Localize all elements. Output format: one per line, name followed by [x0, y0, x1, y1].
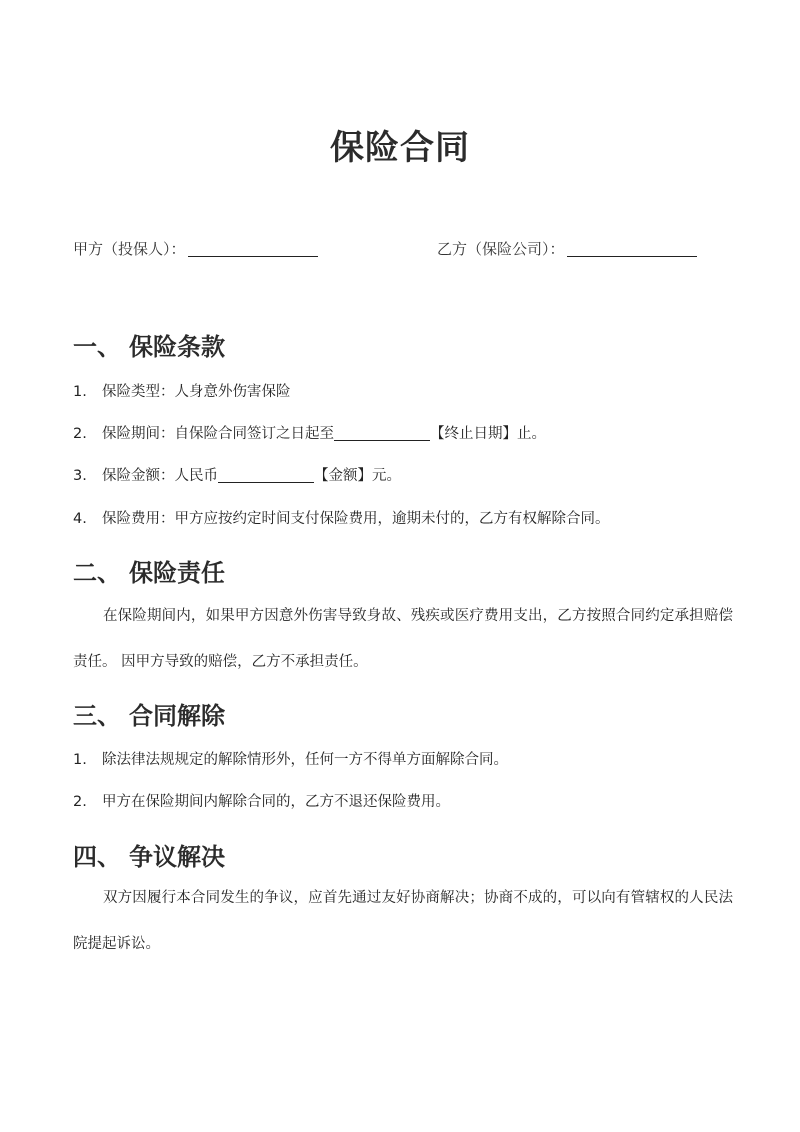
list-item-text: 保险期间：自保险合同签订之日起至 [102, 426, 334, 442]
section-number: 二、 [73, 559, 121, 587]
end-date-blank [334, 424, 430, 441]
party-a-blank [188, 240, 318, 257]
party-a-line [73, 238, 318, 259]
section-heading-1 [73, 327, 225, 362]
section-heading-3 [73, 696, 225, 731]
list-item-text: 保险费用：甲方应按约定时间支付保险费用，逾期未付的，乙方有权解除合同。 [102, 511, 610, 527]
list-item-index: 2. [73, 794, 87, 810]
list-item-text: 保险类型：人身意外伤害保险 [102, 384, 291, 400]
party-a-label: 甲方（投保人）： [73, 240, 186, 258]
list-item-index: 3. [73, 468, 87, 484]
list-item [73, 507, 610, 528]
section-heading-2 [73, 553, 225, 588]
section-title: 争议解决 [129, 843, 225, 871]
section-number: 三、 [73, 702, 121, 730]
list-item-index: 2. [73, 426, 87, 442]
section-paragraph: 在保险期间内，如果甲方因意外伤害导致身故、残疾或医疗费用支出，乙方按照合同约定承担赔偿责任。 因甲方导致的赔偿，乙方不承担责任。 [73, 608, 733, 670]
list-item-index: 4. [73, 511, 87, 527]
section-heading-4 [73, 837, 225, 872]
list-item-text-after: 【终止日期】止。 [430, 426, 546, 442]
document-title: 保险合同 [330, 128, 470, 168]
section-title: 保险条款 [129, 333, 225, 361]
section-title: 合同解除 [129, 702, 225, 730]
list-item-text: 甲方在保险期间内解除合同的，乙方不退还保险费用。 [102, 794, 450, 810]
party-b-label: 乙方（保险公司）： [437, 240, 565, 258]
section-title: 保险责任 [129, 559, 225, 587]
section-number: 四、 [73, 843, 121, 871]
amount-blank [218, 466, 314, 483]
section-number: 一、 [73, 333, 121, 361]
party-b-line [437, 238, 697, 259]
party-b-blank [567, 240, 697, 257]
list-item [73, 422, 546, 443]
list-item [73, 380, 291, 401]
list-item [73, 748, 508, 769]
list-item-text: 除法律法规规定的解除情形外，任何一方不得单方面解除合同。 [102, 752, 508, 768]
list-item-index: 1. [73, 752, 87, 768]
list-item-index: 1. [73, 384, 87, 400]
list-item [73, 464, 401, 485]
list-item [73, 790, 450, 811]
list-item-text-after: 【金额】元。 [314, 468, 401, 484]
section-paragraph: 双方因履行本合同发生的争议，应首先通过友好协商解决；协商不成的，可以向有管辖权的人民法院提起诉讼。 [73, 890, 733, 952]
list-item-text: 保险金额：人民币 [102, 468, 218, 484]
